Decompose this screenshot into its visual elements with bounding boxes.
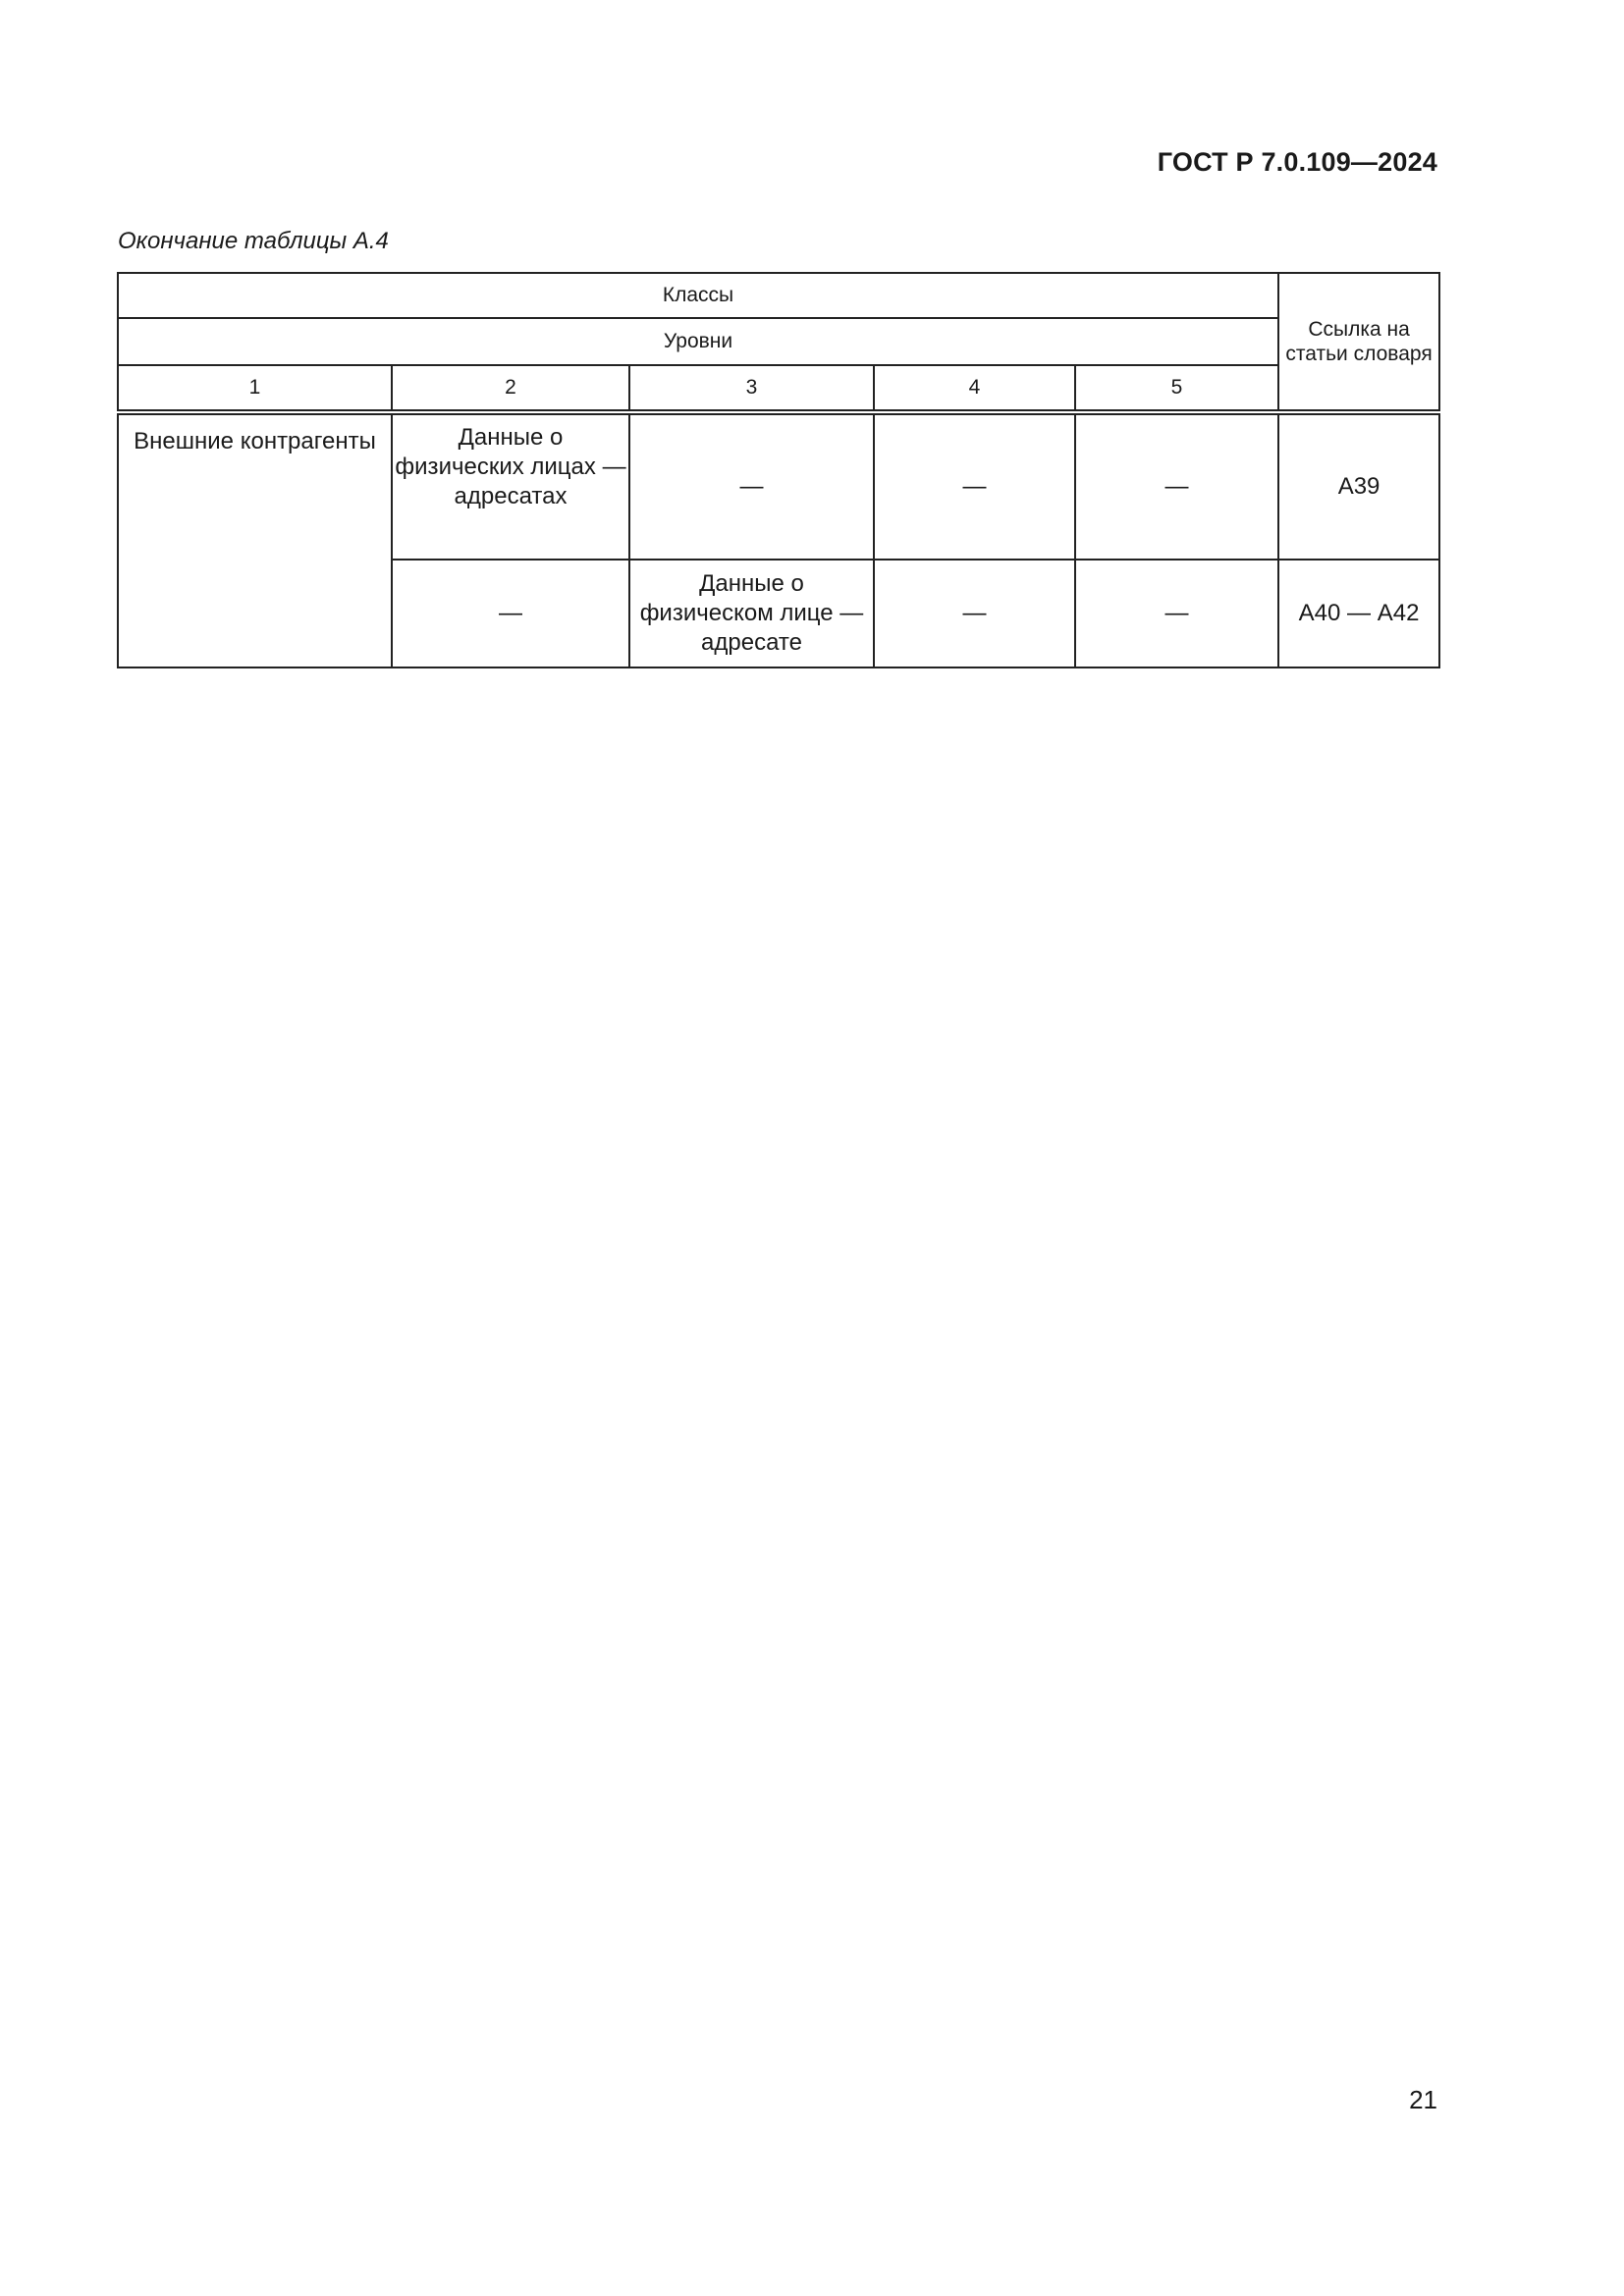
column-number-4: 4	[874, 365, 1075, 412]
cell-level-3: —	[629, 412, 874, 560]
cell-level-2: Данные о физических лицах — адресатах	[392, 412, 629, 560]
cell-class-name: Внешние контрагенты	[118, 412, 392, 667]
cell-level-4: —	[874, 412, 1075, 560]
cell-level-5: —	[1075, 412, 1278, 560]
header-row-column-numbers	[118, 365, 1439, 412]
header-row-classes	[118, 273, 1439, 318]
cell-reference: А40 — А42	[1278, 560, 1439, 667]
table-row	[118, 412, 1439, 560]
header-levels: Уровни	[118, 318, 1278, 365]
page-number: 21	[1409, 2085, 1437, 2114]
column-number-3: 3	[629, 365, 874, 412]
column-number-2: 2	[392, 365, 629, 412]
column-number-5: 5	[1075, 365, 1278, 412]
cell-level-4: —	[874, 560, 1075, 667]
cell-reference: А39	[1278, 412, 1439, 560]
header-row-levels	[118, 318, 1439, 365]
table-caption: Окончание таблицы А.4	[118, 228, 389, 254]
cell-level-3: Данные о физическом лице — адресате	[629, 560, 874, 667]
cell-level-2: —	[392, 560, 629, 667]
column-number-1: 1	[118, 365, 392, 412]
document-code: ГОСТ Р 7.0.109—2024	[1157, 147, 1437, 177]
cell-level-5: —	[1075, 560, 1278, 667]
header-classes: Классы	[118, 273, 1278, 318]
header-reference: Ссылка на статьи словаря	[1278, 273, 1439, 412]
classification-table	[117, 272, 1438, 668]
